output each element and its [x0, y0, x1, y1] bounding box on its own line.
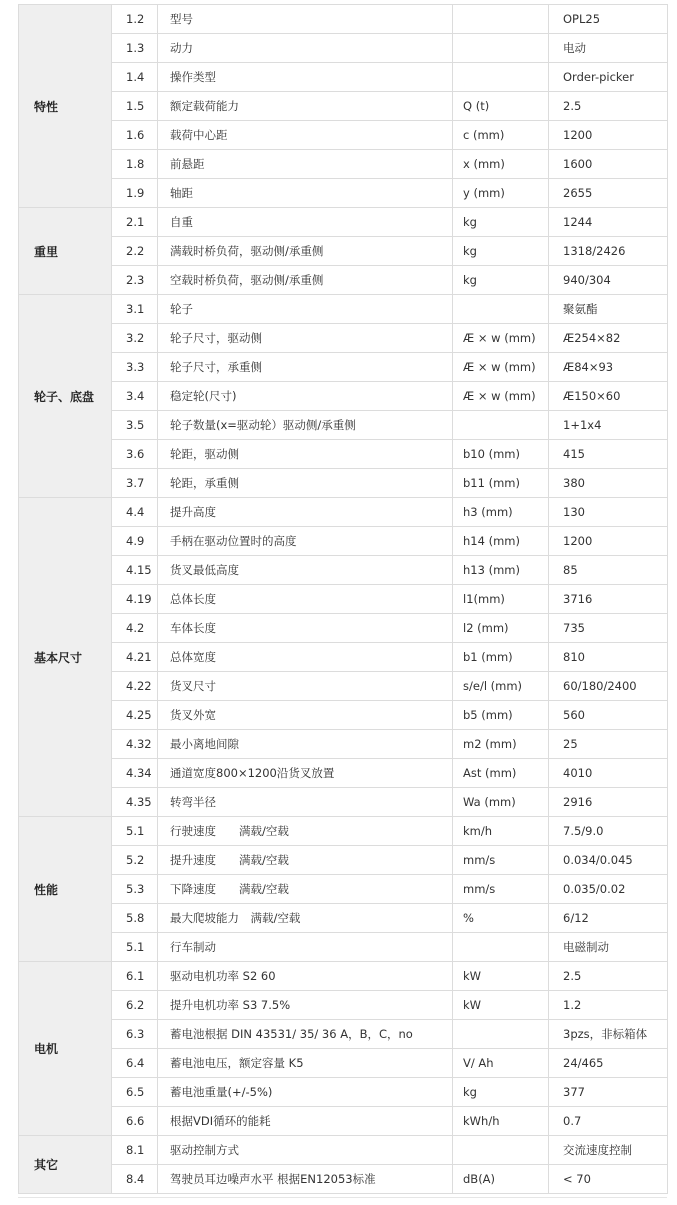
table-row — [19, 150, 668, 179]
table-row — [19, 121, 668, 150]
item-name: 轴距 — [158, 179, 453, 208]
table-row — [19, 701, 668, 730]
item-number: 4.4 — [112, 498, 158, 527]
item-unit — [453, 411, 549, 440]
item-name: 货叉最低高度 — [158, 556, 453, 585]
table-row — [19, 440, 668, 469]
item-value: 2916 — [549, 788, 668, 817]
item-name: 轮子尺寸，驱动侧 — [158, 324, 453, 353]
table-row — [19, 875, 668, 904]
table-row — [19, 382, 668, 411]
item-number: 8.1 — [112, 1136, 158, 1165]
item-name: 稳定轮(尺寸) — [158, 382, 453, 411]
table-row — [19, 237, 668, 266]
item-unit: kg — [453, 237, 549, 266]
item-value: 4010 — [549, 759, 668, 788]
item-value: Æ150×60 — [549, 382, 668, 411]
item-name: 手柄在驱动位置时的高度 — [158, 527, 453, 556]
item-number: 1.4 — [112, 63, 158, 92]
item-unit: km/h — [453, 817, 549, 846]
item-value: 940/304 — [549, 266, 668, 295]
item-name: 轮子 — [158, 295, 453, 324]
item-number: 5.3 — [112, 875, 158, 904]
item-value: 415 — [549, 440, 668, 469]
item-unit: Ast (mm) — [453, 759, 549, 788]
table-row — [19, 933, 668, 962]
item-number: 1.2 — [112, 5, 158, 34]
item-value: 0.035/0.02 — [549, 875, 668, 904]
item-unit: Æ × w (mm) — [453, 382, 549, 411]
table-row — [19, 34, 668, 63]
table-row — [19, 324, 668, 353]
item-number: 5.1 — [112, 817, 158, 846]
item-unit: s/e/l (mm) — [453, 672, 549, 701]
item-value: Æ84×93 — [549, 353, 668, 382]
item-value: 560 — [549, 701, 668, 730]
item-value: 电磁制动 — [549, 933, 668, 962]
table-row — [19, 1136, 668, 1165]
item-number: 4.21 — [112, 643, 158, 672]
item-name: 货叉外宽 — [158, 701, 453, 730]
table-row — [19, 1107, 668, 1136]
item-unit: x (mm) — [453, 150, 549, 179]
item-number: 3.4 — [112, 382, 158, 411]
table-row — [19, 5, 668, 34]
item-name: 行车制动 — [158, 933, 453, 962]
item-name: 转弯半径 — [158, 788, 453, 817]
table-row — [19, 63, 668, 92]
item-name: 车体长度 — [158, 614, 453, 643]
item-name: 下降速度 满载/空载 — [158, 875, 453, 904]
item-name: 驱动电机功率 S2 60 — [158, 962, 453, 991]
item-number: 4.9 — [112, 527, 158, 556]
item-name: 行驶速度 满载/空载 — [158, 817, 453, 846]
category-label: 特性 — [19, 5, 112, 208]
item-name: 根据VDI循环的能耗 — [158, 1107, 453, 1136]
item-value: 130 — [549, 498, 668, 527]
item-name: 最大爬坡能力 满载/空载 — [158, 904, 453, 933]
item-name: 自重 — [158, 208, 453, 237]
table-row — [19, 469, 668, 498]
item-name: 满载时桥负荷，驱动侧/承重侧 — [158, 237, 453, 266]
item-name: 蓄电池电压，额定容量 K5 — [158, 1049, 453, 1078]
item-name: 前悬距 — [158, 150, 453, 179]
item-name: 蓄电池根据 DIN 43531/ 35/ 36 A，B，C，no — [158, 1020, 453, 1049]
item-unit — [453, 933, 549, 962]
item-number: 4.19 — [112, 585, 158, 614]
table-row — [19, 643, 668, 672]
item-value: 1200 — [549, 121, 668, 150]
table-row — [19, 817, 668, 846]
item-value: Order-picker — [549, 63, 668, 92]
item-unit: b11 (mm) — [453, 469, 549, 498]
table-row — [19, 266, 668, 295]
item-number: 1.8 — [112, 150, 158, 179]
item-name: 轮距，驱动侧 — [158, 440, 453, 469]
item-name: 载荷中心距 — [158, 121, 453, 150]
item-unit: l2 (mm) — [453, 614, 549, 643]
table-row — [19, 585, 668, 614]
table-row — [19, 1165, 668, 1194]
table-bottom-divider — [18, 1197, 667, 1198]
item-unit: b5 (mm) — [453, 701, 549, 730]
item-number: 3.6 — [112, 440, 158, 469]
item-name: 总体宽度 — [158, 643, 453, 672]
item-name: 轮子尺寸，承重侧 — [158, 353, 453, 382]
item-unit: mm/s — [453, 875, 549, 904]
item-number: 1.5 — [112, 92, 158, 121]
item-value: 1600 — [549, 150, 668, 179]
table-row — [19, 672, 668, 701]
spec-table-body — [19, 5, 668, 1194]
item-unit: h3 (mm) — [453, 498, 549, 527]
item-unit: b10 (mm) — [453, 440, 549, 469]
item-name: 提升速度 满载/空载 — [158, 846, 453, 875]
table-row — [19, 411, 668, 440]
item-unit — [453, 5, 549, 34]
table-row — [19, 353, 668, 382]
item-number: 3.1 — [112, 295, 158, 324]
item-number: 5.2 — [112, 846, 158, 875]
table-row — [19, 759, 668, 788]
item-number: 6.1 — [112, 962, 158, 991]
item-name: 动力 — [158, 34, 453, 63]
item-unit: Æ × w (mm) — [453, 324, 549, 353]
item-value: 380 — [549, 469, 668, 498]
table-row — [19, 179, 668, 208]
table-row — [19, 92, 668, 121]
table-row — [19, 556, 668, 585]
item-number: 2.1 — [112, 208, 158, 237]
table-row — [19, 730, 668, 759]
item-unit — [453, 1136, 549, 1165]
item-value: 聚氨酯 — [549, 295, 668, 324]
item-value: 3pzs，非标箱体 — [549, 1020, 668, 1049]
category-label: 电机 — [19, 962, 112, 1136]
item-number: 6.4 — [112, 1049, 158, 1078]
item-name: 驱动控制方式 — [158, 1136, 453, 1165]
item-unit: m2 (mm) — [453, 730, 549, 759]
item-value: 3716 — [549, 585, 668, 614]
item-name: 总体长度 — [158, 585, 453, 614]
item-unit: c (mm) — [453, 121, 549, 150]
item-unit — [453, 63, 549, 92]
item-unit: b1 (mm) — [453, 643, 549, 672]
table-row — [19, 962, 668, 991]
item-value: 1244 — [549, 208, 668, 237]
item-unit: kg — [453, 266, 549, 295]
category-label: 其它 — [19, 1136, 112, 1194]
item-unit: Q (t) — [453, 92, 549, 121]
category-label: 重里 — [19, 208, 112, 295]
item-unit: kg — [453, 208, 549, 237]
item-value: 电动 — [549, 34, 668, 63]
item-name: 提升高度 — [158, 498, 453, 527]
item-value: 377 — [549, 1078, 668, 1107]
table-row — [19, 788, 668, 817]
item-name: 额定载荷能力 — [158, 92, 453, 121]
item-name: 空载时桥负荷，驱动侧/承重侧 — [158, 266, 453, 295]
item-value: 交流速度控制 — [549, 1136, 668, 1165]
category-label: 性能 — [19, 817, 112, 962]
item-number: 4.15 — [112, 556, 158, 585]
item-unit: kWh/h — [453, 1107, 549, 1136]
table-row — [19, 904, 668, 933]
item-value: 85 — [549, 556, 668, 585]
item-value: 1.2 — [549, 991, 668, 1020]
table-row — [19, 498, 668, 527]
item-number: 5.8 — [112, 904, 158, 933]
item-value: 810 — [549, 643, 668, 672]
table-row — [19, 1049, 668, 1078]
item-value: < 70 — [549, 1165, 668, 1194]
item-name: 货叉尺寸 — [158, 672, 453, 701]
item-name: 轮距，承重侧 — [158, 469, 453, 498]
item-unit: l1(mm) — [453, 585, 549, 614]
item-value: 24/465 — [549, 1049, 668, 1078]
item-unit: dB(A) — [453, 1165, 549, 1194]
item-value: Æ254×82 — [549, 324, 668, 353]
item-number: 6.3 — [112, 1020, 158, 1049]
item-value: 1318/2426 — [549, 237, 668, 266]
item-unit: y (mm) — [453, 179, 549, 208]
item-value: 2.5 — [549, 92, 668, 121]
table-row — [19, 295, 668, 324]
table-row — [19, 1020, 668, 1049]
item-number: 6.2 — [112, 991, 158, 1020]
item-unit: Æ × w (mm) — [453, 353, 549, 382]
item-number: 1.3 — [112, 34, 158, 63]
item-number: 4.2 — [112, 614, 158, 643]
item-name: 驾驶员耳边噪声水平 根据EN12053标准 — [158, 1165, 453, 1194]
item-number: 3.3 — [112, 353, 158, 382]
item-number: 4.22 — [112, 672, 158, 701]
item-number: 1.9 — [112, 179, 158, 208]
item-number: 2.2 — [112, 237, 158, 266]
item-value: 25 — [549, 730, 668, 759]
item-unit: % — [453, 904, 549, 933]
table-row — [19, 1078, 668, 1107]
item-value: 2655 — [549, 179, 668, 208]
item-number: 8.4 — [112, 1165, 158, 1194]
item-name: 最小离地间隙 — [158, 730, 453, 759]
item-unit: h13 (mm) — [453, 556, 549, 585]
item-unit: kW — [453, 991, 549, 1020]
item-value: 60/180/2400 — [549, 672, 668, 701]
item-value: 735 — [549, 614, 668, 643]
spec-table — [18, 4, 668, 1194]
item-name: 通道宽度800×1200沿货叉放置 — [158, 759, 453, 788]
item-number: 4.34 — [112, 759, 158, 788]
item-number: 4.32 — [112, 730, 158, 759]
item-name: 型号 — [158, 5, 453, 34]
table-row — [19, 846, 668, 875]
item-unit: h14 (mm) — [453, 527, 549, 556]
item-unit: kg — [453, 1078, 549, 1107]
item-value: 7.5/9.0 — [549, 817, 668, 846]
item-unit — [453, 295, 549, 324]
item-unit: kW — [453, 962, 549, 991]
item-value: 0.7 — [549, 1107, 668, 1136]
item-number: 2.3 — [112, 266, 158, 295]
item-number: 5.1 — [112, 933, 158, 962]
item-unit: mm/s — [453, 846, 549, 875]
item-number: 4.25 — [112, 701, 158, 730]
item-number: 4.35 — [112, 788, 158, 817]
item-unit: V/ Ah — [453, 1049, 549, 1078]
item-name: 轮子数量(x=驱动轮）驱动侧/承重侧 — [158, 411, 453, 440]
table-row — [19, 614, 668, 643]
item-value: 6/12 — [549, 904, 668, 933]
item-value: 1200 — [549, 527, 668, 556]
table-row — [19, 991, 668, 1020]
item-value: OPL25 — [549, 5, 668, 34]
table-row — [19, 527, 668, 556]
item-value: 0.034/0.045 — [549, 846, 668, 875]
item-unit: Wa (mm) — [453, 788, 549, 817]
item-number: 1.6 — [112, 121, 158, 150]
category-label: 基本尺寸 — [19, 498, 112, 817]
item-number: 6.5 — [112, 1078, 158, 1107]
item-name: 提升电机功率 S3 7.5% — [158, 991, 453, 1020]
item-unit — [453, 1020, 549, 1049]
item-number: 6.6 — [112, 1107, 158, 1136]
category-label: 轮子、底盘 — [19, 295, 112, 498]
item-number: 3.7 — [112, 469, 158, 498]
item-name: 操作类型 — [158, 63, 453, 92]
item-name: 蓄电池重量(+/-5%) — [158, 1078, 453, 1107]
item-value: 2.5 — [549, 962, 668, 991]
table-row — [19, 208, 668, 237]
item-number: 3.2 — [112, 324, 158, 353]
item-value: 1+1x4 — [549, 411, 668, 440]
item-number: 3.5 — [112, 411, 158, 440]
item-unit — [453, 34, 549, 63]
